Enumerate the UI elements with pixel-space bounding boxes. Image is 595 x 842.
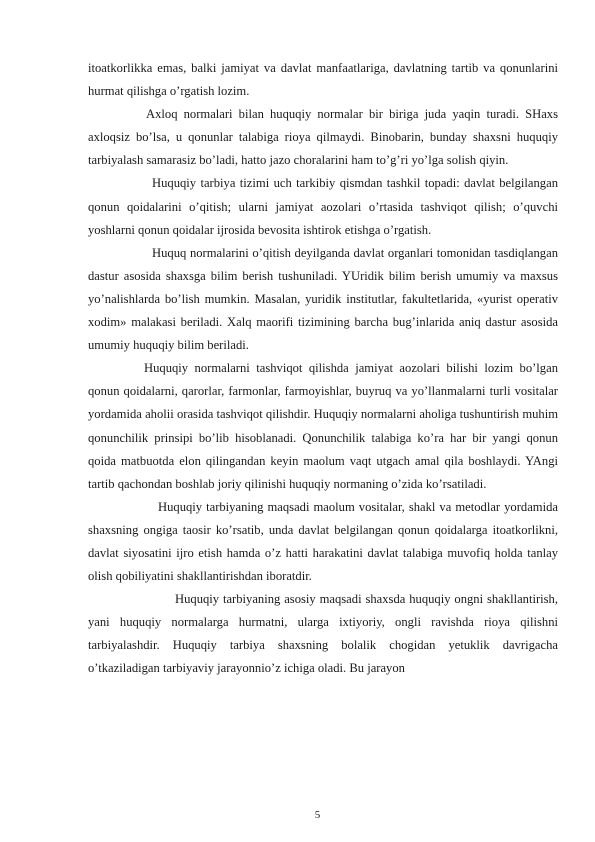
paragraph-continuation: itoatkorlikka emas, balki jamiyat va davlat manfaatlariga, davlatning tartib va qonunlarini hurmat qilishga o’rgatish lozim. bbox=[88, 61, 558, 99]
paragraph-huquq-normalarini-oqitish: Huquq normalarini o’qitish deyilganda davlat organlari tomonidan tasdiqlangan dastur asosida shaxsga bilim berish tushuniladi. YUridik bilim berish umumiy va maxsus yo’nalishlarda bo’lish mumkin. Masalan, yuridik institutlar, fakultetlarida, «yurist operativ xodim» malakasi beriladi. Xalq maorifi tizimining barcha bug’inlarida aniq dastur asosida umumiy huquqiy bilim beriladi. bbox=[88, 245, 558, 353]
paragraph-tarbiya-maqsadi: Huquqiy tarbiyaning maqsadi maolum vositalar, shakl va metodlar yordamida shaxsning ongiga taosir ko’rsatib, unda davlat belgilangan qonun qoidalarga itoatkorlikni, davlat siyosatini ijro etish hamda o’z hatti harakatini davlat talabiga muvofiq holda tanlay olish qobiliyatini shakllantirishdan iboratdir. bbox=[88, 499, 558, 584]
paragraph-huquqiy-tarbiya-tizimi: Huquqiy tarbiya tizimi uch tarkibiy qismdan tashkil topadi: davlat belgilangan qonun qoidalarini o’qitish; ularni jamiyat aozolari o’rtasida tashviqot qilish; o’quvchi yoshlarni qonun qoidalar ijrosida bevosita ishtirok etishga o’rgatish. bbox=[88, 176, 558, 237]
page-number: 5 bbox=[314, 809, 321, 821]
paragraph-asosiy-maqsad: Huquqiy tarbiyaning asosiy maqsadi shaxsda huquqiy ongni shakllantirish, yani huquqiy normalarga hurmatni, ularga ixtiyoriy, ongli ravishda rioya qilishni tarbiyalashdir. Huquqiy tarbiya shaxsning bolalik chogidan yetuklik davrigacha o’tkaziladigan tarbiyaviy jarayonnio’z ichiga oladi. Bu jarayon bbox=[88, 592, 558, 676]
paragraph-axloq-normalari: Axloq normalari bilan huquqiy normalar bir biriga juda yaqin turadi. SHaxs axloqsiz bo’lsa, u qonunlar talabiga rioya qilmaydi. Binobarin, bunday shaxsni huquqiy tarbiyalash samarasiz bo’ladi, hatto jazo choralarini ham to’g’ri yo’lga solish qiyin. bbox=[88, 107, 558, 168]
paragraph-tashviqot: Huquqiy normalarni tashviqot qilishda jamiyat aozolari bilishi lozim bo’lgan qonun qoidalarni, qarorlar, farmonlar, farmoyishlar, buyruq va yo’llanmalarni turli vositalar yordamida aholii orasida tashviqot qilishdir. Huquqiy normalarni aholiga tushuntirish muhim qonunchilik prinsipi bo’lib hisoblanadi. Qonunchilik talabiga ko’ra har bir yangi qonun qoida matbuotda elon qilingandan keyin maolum vaqt utgach amal qila boshlaydi. YAngi tartib qachondan boshlab joriy qilinishi huquqiy normaning o’zida ko’rsatiladi. bbox=[88, 361, 558, 491]
document-body bbox=[88, 57, 558, 681]
